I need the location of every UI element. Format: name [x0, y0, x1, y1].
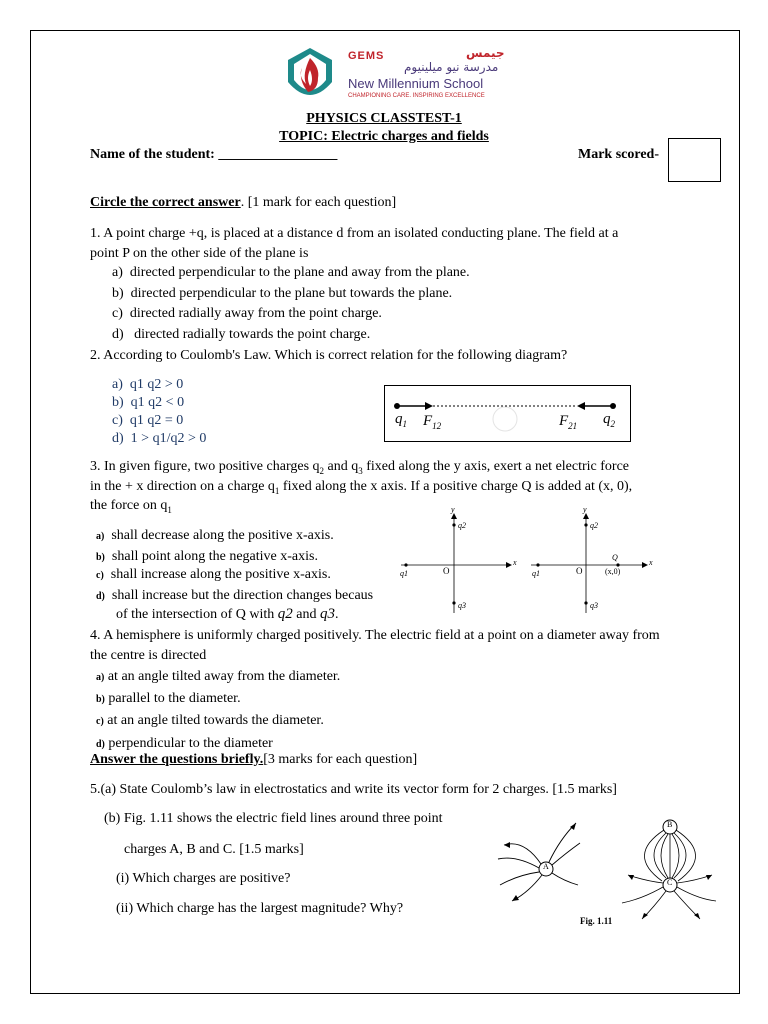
q4-stem-line1: 4. A hemisphere is uniformly charged positively. The electric field at a point on a diameter away from: [90, 628, 660, 643]
page-title: PHYSICS CLASSTEST-1: [306, 111, 462, 126]
q4-option-d[interactable]: d) perpendicular to the diameter: [96, 736, 273, 751]
logo-brand-en: GEMS: [348, 50, 385, 62]
q2-stem: 2. According to Coulomb's Law. Which is correct relation for the following diagram?: [90, 348, 568, 363]
q4-stem-line2: the centre is directed: [90, 648, 207, 663]
q2-option-b[interactable]: b) q1 q2 < 0: [112, 395, 185, 410]
q2-option-d[interactable]: d) 1 > q1/q2 > 0: [112, 431, 207, 446]
q3-fig2-x: x: [649, 558, 653, 567]
q3-fig2-xpos: (x,0): [605, 567, 621, 576]
field-lines-figure: [494, 815, 724, 935]
logo-brand-ar: جيمس: [466, 46, 505, 60]
q3-stem-line2: in the + x direction on a charge $q_1$ fixed along the x axis. If a positive charge Q is added at (x, 0),: [90, 479, 633, 496]
q3-fig1-q2: q2: [458, 521, 466, 530]
q4-option-c[interactable]: c) at an angle tilted towards the diameter.: [96, 713, 324, 728]
q3-option-c[interactable]: c) shall increase along the positive x-axis.: [96, 567, 331, 582]
q1-option-d[interactable]: d) directed radially towards the point charge.: [112, 327, 371, 342]
q5b-ii: (ii) Which charge has the largest magnitude? Why?: [116, 901, 404, 916]
q3-fig2-origin: O: [576, 566, 583, 576]
fig-caption: Fig. 1.11: [580, 916, 613, 926]
q1-stem-line2: point P on the other side of the plane is: [90, 246, 309, 261]
q4-option-b[interactable]: b) parallel to the diameter.: [96, 691, 241, 706]
q3-fig2-q2: q2: [590, 521, 598, 530]
q3-fig2-Q: Q: [612, 553, 618, 562]
logo-school-ar: مدرسة نيو ميلينيوم: [404, 60, 499, 74]
q3-fig1-origin: O: [443, 566, 450, 576]
q3-option-a[interactable]: a) shall decrease along the positive x-axis.: [96, 528, 334, 543]
student-name-label: Name of the student: _________________: [90, 147, 338, 162]
q1-option-b[interactable]: b) directed perpendicular to the plane but towards the plane.: [112, 286, 453, 301]
coordinate-axes-icon: [396, 505, 666, 620]
logo-tagline: CHAMPIONING CARE. INSPIRING EXCELLENCE: [348, 93, 485, 99]
q2-fig-f12-label: $F_{12}$: [423, 413, 442, 431]
q2-fig-q1-label: $q_1$: [395, 411, 407, 429]
school-logo: [284, 46, 518, 106]
q3-fig1-y: y: [451, 505, 455, 514]
q2-option-a[interactable]: a) q1 q2 > 0: [112, 377, 184, 392]
fig-charge-c-label: C: [667, 878, 673, 887]
q3-fig1-q3: q3: [458, 601, 466, 610]
force-arrows-icon: [385, 386, 630, 441]
q3-option-d-line2: of the intersection of Q with q2 and q3.: [116, 606, 339, 622]
logo-school-en: New Millennium School: [348, 76, 484, 91]
q3-fig2-q1: q1: [532, 569, 540, 578]
q1-option-c[interactable]: c) directed radially away from the point charge.: [112, 306, 382, 321]
q3-fig1-x: x: [513, 558, 517, 567]
q3-option-d[interactable]: d) shall increase but the direction changes becaus: [96, 588, 374, 603]
q5b-line2: charges A, B and C. [1.5 marks]: [124, 842, 304, 857]
fig-charge-a-label: A: [543, 862, 549, 871]
fig-charge-b-label: B: [667, 820, 673, 829]
mark-box[interactable]: [668, 138, 721, 182]
q3-stem-line1: 3. In given figure, two positive charges $q_2$ and $q_3$ fixed along the y axis, exert a net electric force: [90, 459, 630, 476]
q3-fig1-q1: q1: [400, 569, 408, 578]
q3-stem-line3: the force on $q_1$: [90, 498, 172, 515]
q5a-text: 5.(a) State Coulomb’s law in electrostatics and write its vector form for 2 charges. [1.5 marks]: [90, 782, 617, 797]
q2-coulomb-figure: [384, 385, 631, 442]
q3-option-b[interactable]: b) shall point along the negative x-axis.: [96, 549, 318, 564]
q1-stem-line1: 1. A point charge +q, is placed at a distance d from an isolated conducting plane. The field at a: [90, 226, 619, 241]
q3-axes-figure: [396, 505, 666, 620]
q2-fig-f21-label: $F_{21}$: [559, 413, 578, 431]
q4-option-a[interactable]: a) at an angle tilted away from the diameter.: [96, 669, 341, 684]
q2-option-c[interactable]: c) q1 q2 = 0: [112, 413, 184, 428]
topic-title: TOPIC: Electric charges and fields: [279, 129, 489, 144]
section2-heading: Answer the questions briefly.[3 marks for each question]: [90, 752, 418, 767]
section1-heading: Circle the correct answer. [1 mark for each question]: [90, 195, 397, 210]
q5b-line1: (b) Fig. 1.11 shows the electric field lines around three point: [104, 811, 443, 826]
mark-scored-label: Mark scored-: [578, 147, 659, 162]
q3-fig2-y: y: [583, 505, 587, 514]
q1-option-a[interactable]: a) directed perpendicular to the plane and away from the plane.: [112, 265, 470, 280]
q2-fig-q2-label: $q_2$: [603, 411, 615, 429]
q5b-i: (i) Which charges are positive?: [116, 871, 291, 886]
q3-fig2-q3: q3: [590, 601, 598, 610]
